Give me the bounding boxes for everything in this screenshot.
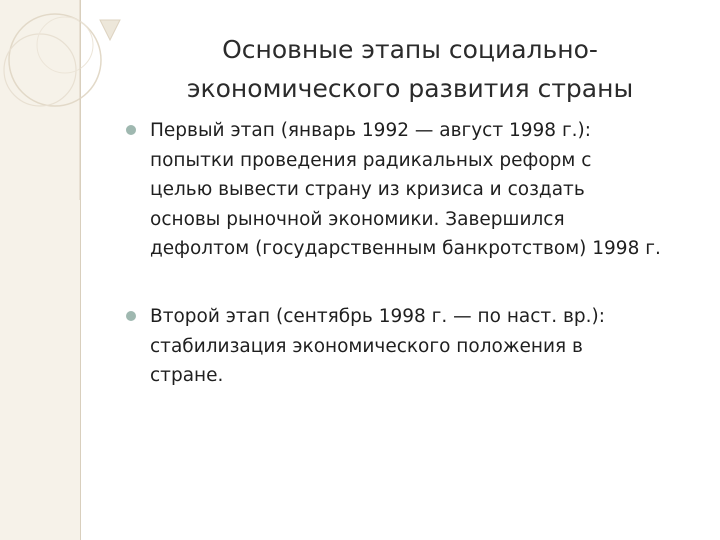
title-line-1: Основные этапы социально- <box>222 35 598 64</box>
bullet-line: дефолтом (государственным банкротством) 1998 г. <box>150 238 661 259</box>
bullet-line: основы рыночной экономики. Завершился <box>150 208 565 230</box>
bullet-line: Второй этап (сентябрь 1998 г. — по наст. вр.): <box>150 306 605 327</box>
slide-title <box>150 30 670 108</box>
bullet-item-second-stage <box>150 302 710 391</box>
decorative-circles <box>0 0 140 200</box>
bullet-item-first-stage <box>150 116 710 264</box>
bullet-line: попытки проведения радикальных реформ с <box>150 149 592 171</box>
title-line-2: экономического развития страны <box>186 74 634 103</box>
bullet-line: стабилизация экономического положения в <box>150 335 583 357</box>
bullet-line: целью вывести страну из кризиса и создать <box>150 179 585 200</box>
bullet-line: стране. <box>150 365 224 386</box>
bullet-line: Первый этап (январь 1992 — август 1998 г.): <box>150 120 591 141</box>
bullet-dot-icon <box>126 311 136 321</box>
bullet-dot-icon <box>126 125 136 135</box>
